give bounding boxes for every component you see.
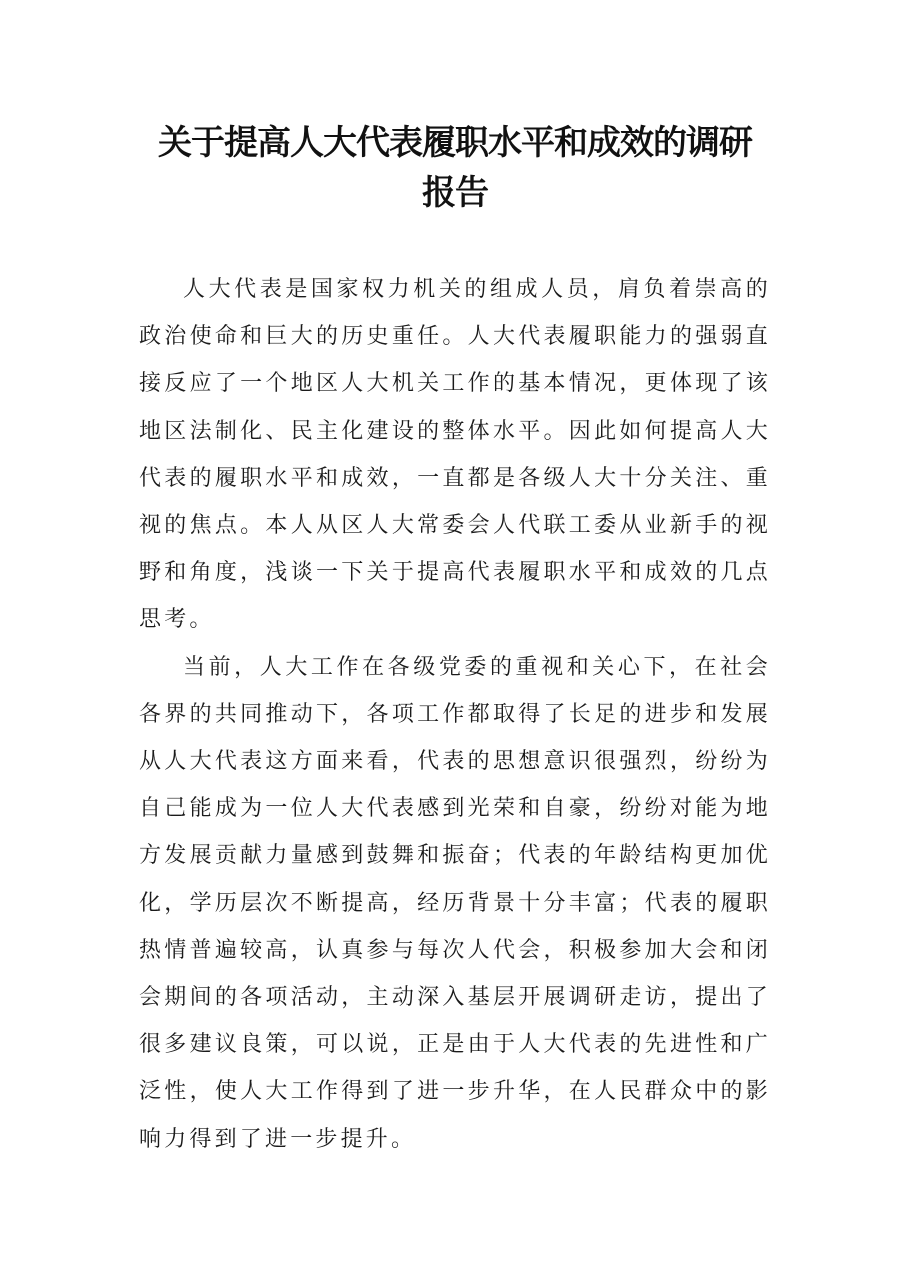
document-title-line-1: 关于提高人大代表履职水平和成效的调研: [158, 123, 752, 163]
document-title: [120, 118, 790, 218]
document-title-line-2: 报告: [422, 173, 488, 213]
body-paragraph-2: 当前，人大工作在各级党委的重视和关心下，在社会各界的共同推动下，各项工作都取得了长足的进步和发展从人大代表这方面来看，代表的思想意识很强烈，纷纷为自己能成为一位人大代表感到光荣和自豪，纷纷对能为地方发展贡献力量感到鼓舞和振奋；代表的年龄结构更加优化，学历层次不断提高，经历背景十分丰富；代表的履职热情普遍较高，认真参与每次人代会，积极参加大会和闭会期间的各项活动，主动深入基层开展调研走访，提出了很多建议良策，可以说，正是由于人大代表的先进性和广泛性，使人大工作得到了进一步升华，在人民群众中的影响力得到了进一步提升。: [139, 654, 771, 1152]
document-body: [139, 266, 771, 1163]
body-paragraph-1: 人大代表是国家权力机关的组成人员，肩负着崇高的政治使命和巨大的历史重任。人大代表履职能力的强弱直接反应了一个地区人大机关工作的基本情况，更体现了该地区法制化、民主化建设的整体水平。因此如何提高人大代表的履职水平和成效，一直都是各级人大十分关注、重视的焦点。本人从区人大常委会人代联工委从业新手的视野和角度，浅谈一下关于提高代表履职水平和成效的几点思考。: [139, 277, 771, 633]
